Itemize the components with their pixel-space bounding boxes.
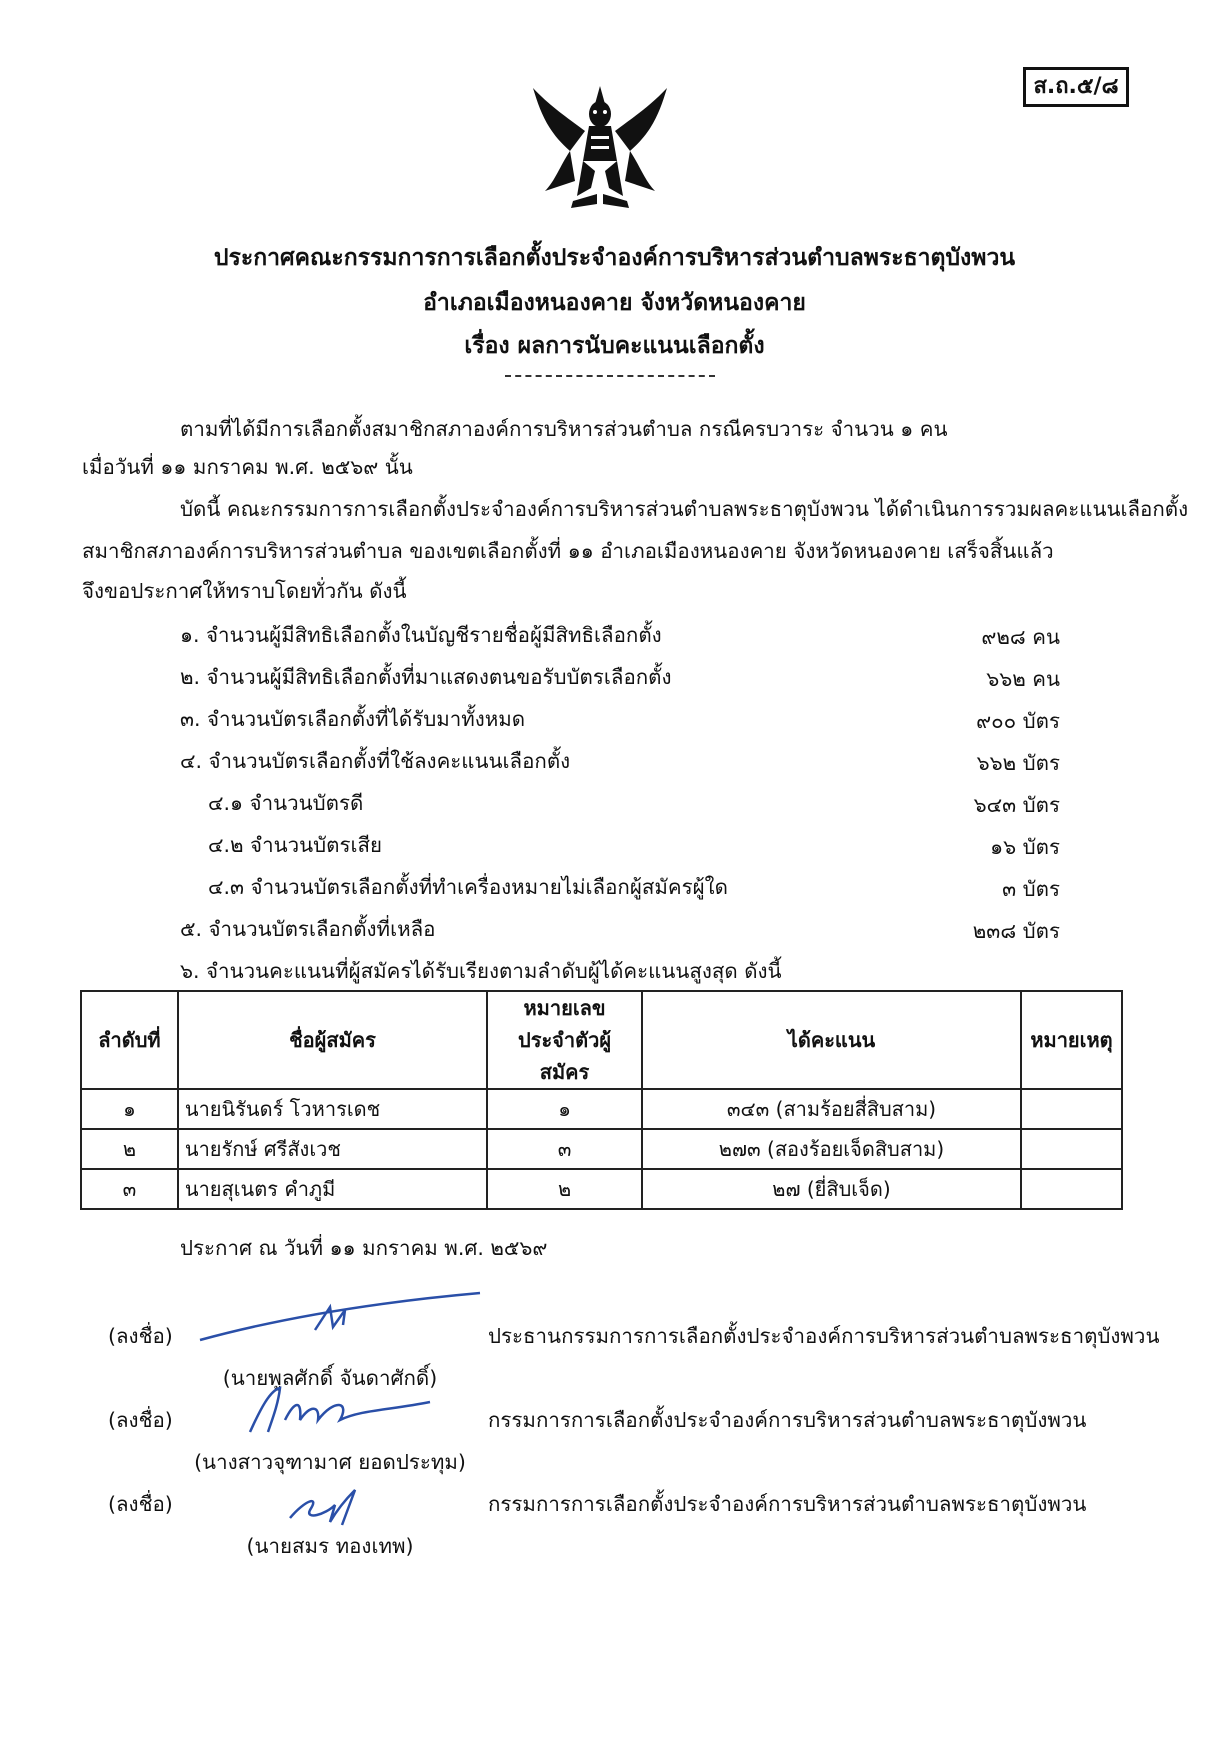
- item-value-4: ๖๖๒ บัตร: [976, 751, 1060, 775]
- intro-p2-line1: บัดนี้ คณะกรรมการการเลือกตั้งประจำองค์การบริหารส่วนตำบลพระธาตุบังพวน ได้ดำเนินการรวมผลคะแนนเลือกตั้ง: [180, 497, 1189, 521]
- cell-rank: ๓: [81, 1169, 178, 1209]
- item-value-4-3: ๓ บัตร: [1002, 877, 1060, 901]
- item-label-4: ๔. จำนวนบัตรเลือกตั้งที่ใช้ลงคะแนนเลือกตั้ง: [180, 749, 571, 773]
- header-number-line2: ประจำตัวผู้สมัคร: [518, 1028, 612, 1084]
- cell-name: นายสุเนตร คำภูมี: [178, 1169, 487, 1209]
- header-note: หมายเหตุ: [1021, 991, 1122, 1089]
- sign-role-3: กรรมการการเลือกตั้งประจำองค์การบริหารส่วนตำบลพระธาตุบังพวน: [488, 1492, 1087, 1516]
- sign-role-2: กรรมการการเลือกตั้งประจำองค์การบริหารส่วนตำบลพระธาตุบังพวน: [488, 1408, 1087, 1432]
- signature-2-icon: [240, 1380, 440, 1440]
- table-row: [81, 1129, 1122, 1169]
- signature-3-icon: [280, 1480, 380, 1530]
- results-table: [80, 990, 1123, 1210]
- item-label-1: ๑. จำนวนผู้มีสิทธิเลือกตั้งในบัญชีรายชื่อผู้มีสิทธิเลือกตั้ง: [180, 623, 662, 647]
- announcement-date: ประกาศ ณ วันที่ ๑๑ มกราคม พ.ศ. ๒๕๖๙: [180, 1236, 548, 1260]
- item-label-5: ๕. จำนวนบัตรเลือกตั้งที่เหลือ: [180, 917, 436, 941]
- header-rank: ลำดับที่: [81, 991, 178, 1089]
- title-separator: [505, 375, 715, 377]
- form-code-box: ส.ถ.๕/๘: [1023, 67, 1129, 107]
- header-number-line1: หมายเลข: [523, 996, 606, 1020]
- cell-number: ๓: [487, 1129, 642, 1169]
- title-line-3: เรื่อง ผลการนับคะแนนเลือกตั้ง: [464, 333, 765, 359]
- item-label-4-3: ๔.๓ จำนวนบัตรเลือกตั้งที่ทำเครื่องหมายไม่เลือกผู้สมัครผู้ใด: [208, 875, 728, 899]
- sign-name-2: (นางสาวจุฑามาศ ยอดประทุม): [194, 1450, 466, 1474]
- item-label-4-2: ๔.๒ จำนวนบัตรเสีย: [208, 833, 382, 857]
- item-value-4-2: ๑๖ บัตร: [990, 835, 1060, 859]
- item-label-6: ๖. จำนวนคะแนนที่ผู้สมัครได้รับเรียงตามลำดับผู้ได้คะแนนสูงสุด ดังนี้: [180, 959, 782, 983]
- item-label-4-1: ๔.๑ จำนวนบัตรดี: [208, 791, 364, 815]
- item-value-5: ๒๓๘ บัตร: [972, 919, 1060, 943]
- sign-label-1: (ลงชื่อ): [108, 1324, 173, 1348]
- garuda-emblem-icon: [525, 76, 675, 216]
- cell-name: นายนิรันดร์ โวหารเดช: [178, 1089, 487, 1129]
- item-value-2: ๖๖๒ คน: [986, 667, 1060, 691]
- intro-p1-line1: ตามที่ได้มีการเลือกตั้งสมาชิกสภาองค์การบริหารส่วนตำบล กรณีครบวาระ จำนวน ๑ คน: [180, 417, 948, 441]
- header-number: [487, 991, 642, 1089]
- sign-name-1: (นายพูลศักดิ์ จันดาศักดิ์): [222, 1366, 438, 1390]
- table-row: [81, 1089, 1122, 1129]
- header-score: ได้คะแนน: [642, 991, 1021, 1089]
- sign-label-2: (ลงชื่อ): [108, 1408, 173, 1432]
- table-header-row: [81, 991, 1122, 1089]
- cell-rank: ๒: [81, 1129, 178, 1169]
- item-label-2: ๒. จำนวนผู้มีสิทธิเลือกตั้งที่มาแสดงตนขอรับบัตรเลือกตั้ง: [180, 665, 672, 689]
- intro-p2-line3: จึงขอประกาศให้ทราบโดยทั่วกัน ดังนี้: [82, 579, 407, 603]
- cell-number: ๑: [487, 1089, 642, 1129]
- sign-role-1: ประธานกรรมการการเลือกตั้งประจำองค์การบริหารส่วนตำบลพระธาตุบังพวน: [488, 1324, 1160, 1348]
- intro-p1-line2: เมื่อวันที่ ๑๑ มกราคม พ.ศ. ๒๕๖๙ นั้น: [82, 455, 413, 479]
- title-line-2: อำเภอเมืองหนองคาย จังหวัดหนองคาย: [423, 290, 806, 316]
- intro-p2-line2: สมาชิกสภาองค์การบริหารส่วนตำบล ของเขตเลือกตั้งที่ ๑๑ อำเภอเมืองหนองคาย จังหวัดหนองคาย เสร็จสิ้นแล้ว: [82, 539, 1054, 563]
- cell-note: [1021, 1169, 1122, 1209]
- item-value-3: ๙๐๐ บัตร: [976, 709, 1060, 733]
- cell-score: ๓๔๓ (สามร้อยสี่สิบสาม): [642, 1089, 1021, 1129]
- cell-score: ๒๗๓ (สองร้อยเจ็ดสิบสาม): [642, 1129, 1021, 1169]
- cell-rank: ๑: [81, 1089, 178, 1129]
- item-value-1: ๙๒๘ คน: [981, 625, 1060, 649]
- item-label-3: ๓. จำนวนบัตรเลือกตั้งที่ได้รับมาทั้งหมด: [180, 707, 526, 731]
- cell-number: ๒: [487, 1169, 642, 1209]
- title-line-1: ประกาศคณะกรรมการการเลือกตั้งประจำองค์การบริหารส่วนตำบลพระธาตุบังพวน: [213, 245, 1016, 271]
- cell-score: ๒๗ (ยี่สิบเจ็ด): [642, 1169, 1021, 1209]
- signature-1-icon: [195, 1285, 485, 1345]
- sign-name-3: (นายสมร ทองเทพ): [246, 1534, 414, 1558]
- sign-label-3: (ลงชื่อ): [108, 1492, 173, 1516]
- cell-note: [1021, 1089, 1122, 1129]
- header-name: ชื่อผู้สมัคร: [178, 991, 487, 1089]
- cell-name: นายรักษ์ ศรีสังเวช: [178, 1129, 487, 1169]
- table-row: [81, 1169, 1122, 1209]
- cell-note: [1021, 1129, 1122, 1169]
- item-value-4-1: ๖๔๓ บัตร: [973, 793, 1060, 817]
